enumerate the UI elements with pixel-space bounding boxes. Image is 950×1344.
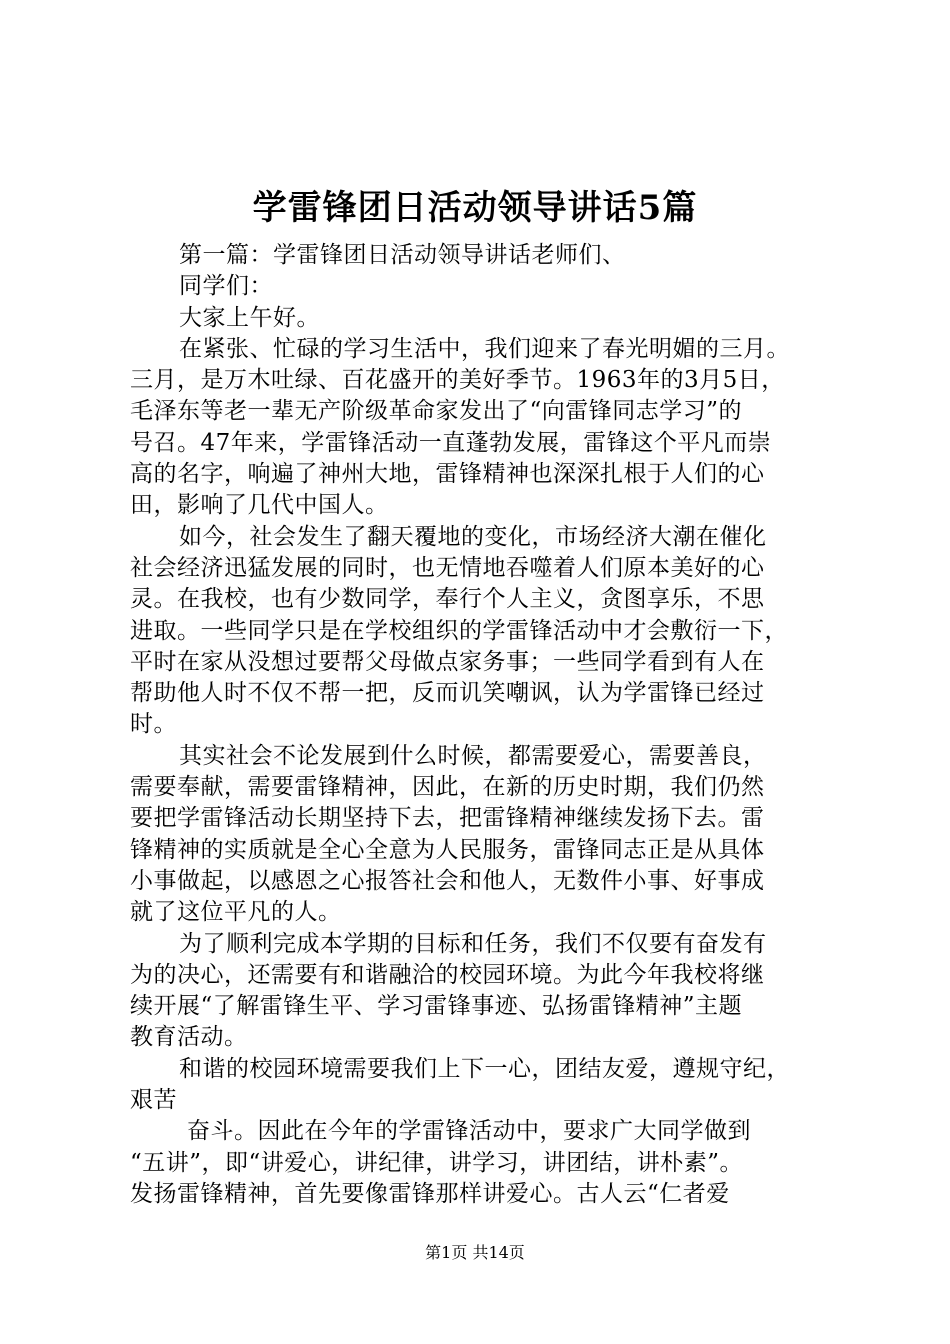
- text-line: 为了顺利完成本学期的目标和任务，我们不仅要有奋发有: [179, 930, 767, 957]
- text-line: 灵。在我校，也有少数同学，奉行个人主义，贪图享乐，不思: [130, 586, 765, 613]
- text-line: 在紧张、忙碌的学习生活中，我们迎来了春光明媚的三月。: [179, 335, 790, 362]
- text-line: 进取。一些同学只是在学校组织的学雷锋活动中才会敷衍一下，: [130, 617, 788, 644]
- text-line: 需要奉献，需要雷锋精神，因此，在新的历史时期，我们仍然: [130, 774, 765, 801]
- text-line: 其实社会不论发展到什么时候，都需要爱心，需要善良，: [179, 742, 767, 769]
- text-line: 第一篇：学雷锋团日活动领导讲话老师们、: [179, 242, 626, 268]
- text-line: 毛泽东等老一辈无产阶级革命家发出了“向雷锋同志学习”的: [130, 398, 743, 425]
- text-line: 三月，是万木吐绿、百花盛开的美好季节。1963年的3月5日，: [130, 367, 785, 394]
- text-line: 小事做起，以感恩之心报答社会和他人，无数件小事、好事成: [130, 867, 765, 894]
- text-line: 同学们：: [179, 273, 273, 300]
- text-line: 大家上午好。: [179, 304, 320, 331]
- text-line: 发扬雷锋精神，首先要像雷锋那样讲爱心。古人云“仁者爱: [130, 1180, 730, 1207]
- text-line: 艰苦: [130, 1087, 177, 1114]
- text-line: 如今，社会发生了翻天覆地的变化，市场经济大潮在催化: [179, 523, 767, 550]
- text-line: 号召。47年来，学雷锋活动一直蓬勃发展，雷锋这个平凡而崇: [130, 429, 772, 456]
- text-line: 教育活动。: [130, 1024, 248, 1051]
- text-line: 时。: [130, 711, 177, 738]
- text-line: 平时在家从没想过要帮父母做点家务事；一些同学看到有人在: [130, 648, 765, 675]
- document-body: [130, 240, 830, 1210]
- text-line: 续开展“了解雷锋生平、学习雷锋事迹、弘扬雷锋精神”主题: [130, 993, 743, 1020]
- text-line: 高的名字，响遍了神州大地，雷锋精神也深深扎根于人们的心: [130, 461, 765, 488]
- page-number-footer: 第1页 共14页: [425, 1243, 525, 1262]
- text-line: “五讲”，即“讲爱心，讲纪律，讲学习，讲团结，讲朴素”。: [130, 1149, 744, 1176]
- text-line: 锋精神的实质就是全心全意为人民服务，雷锋同志正是从具体: [130, 836, 765, 863]
- text-line: 帮助他人时不仅不帮一把，反而讥笑嘲讽，认为学雷锋已经过: [130, 680, 765, 707]
- text-line: 要把学雷锋活动长期坚持下去，把雷锋精神继续发扬下去。雷: [130, 805, 765, 832]
- text-line: 和谐的校园环境需要我们上下一心，团结友爱，遵规守纪，: [179, 1055, 790, 1082]
- text-line: 就了这位平凡的人。: [130, 899, 342, 926]
- document-title: 学雷锋团日活动领导讲话5篇: [252, 188, 698, 228]
- text-line: 为的决心，还需要有和谐融洽的校园环境。为此今年我校将继: [130, 961, 765, 988]
- text-line: 社会经济迅猛发展的同时，也无情地吞噬着人们原本美好的心: [130, 554, 765, 581]
- text-line: 田，影响了几代中国人。: [130, 492, 389, 519]
- text-line: 奋斗。因此在今年的学雷锋活动中，要求广大同学做到: [187, 1118, 751, 1145]
